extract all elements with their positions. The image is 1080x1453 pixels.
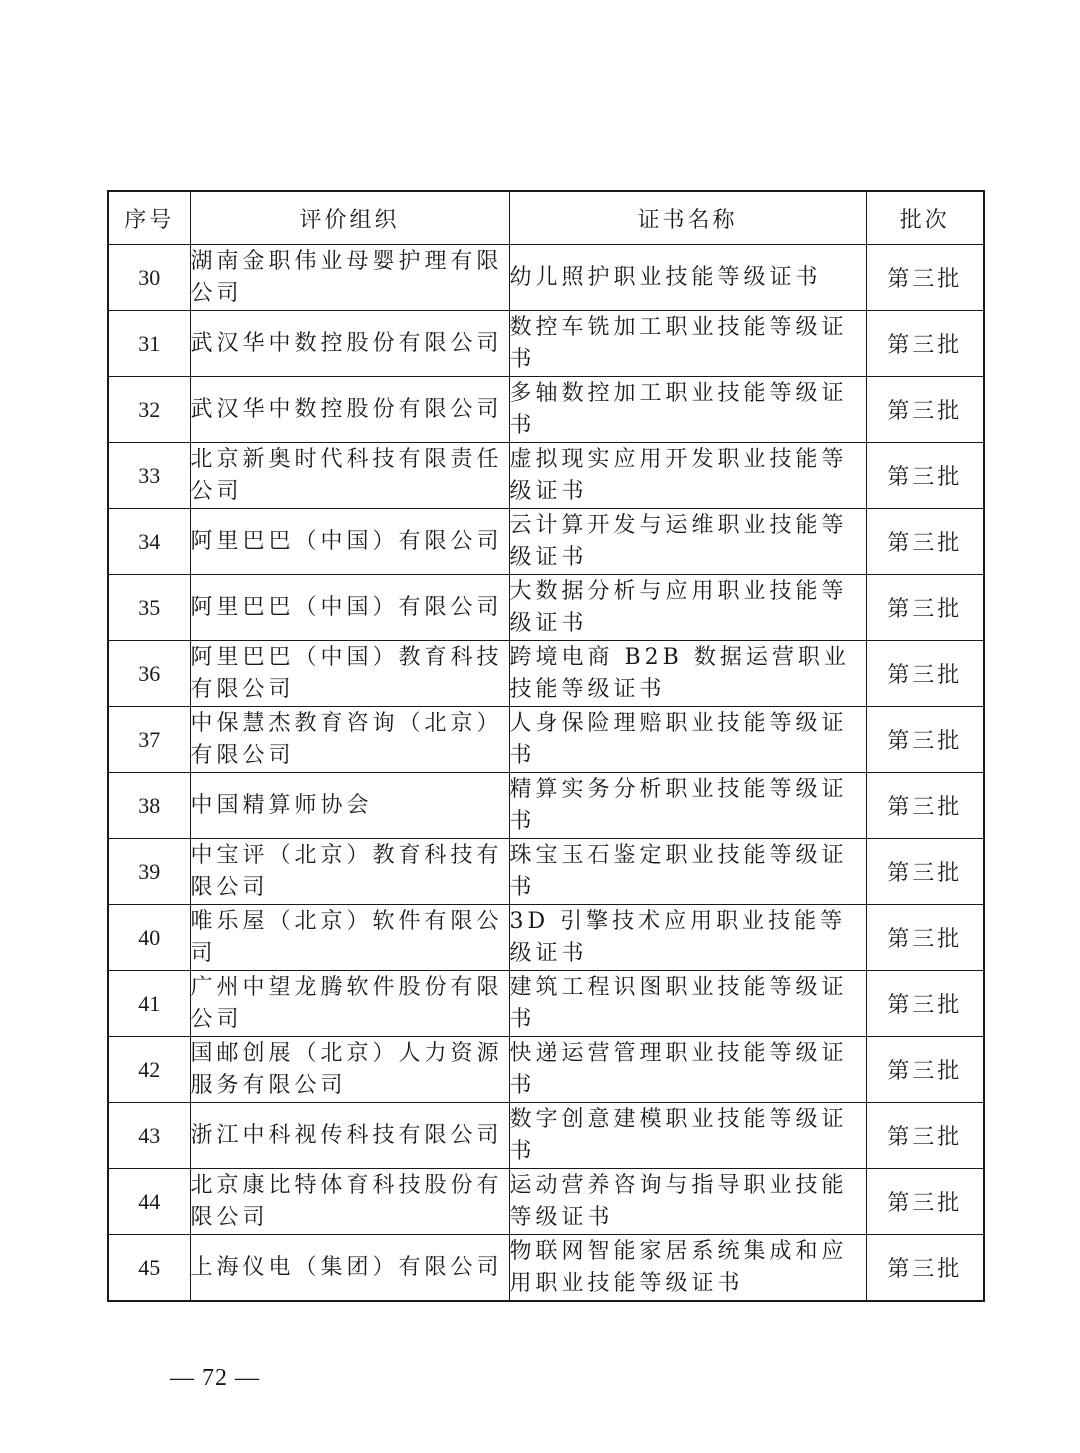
batch-cell: 第三批	[866, 773, 984, 839]
organization-cell: 广州中望龙腾软件股份有限公司	[190, 971, 509, 1037]
certificate-table	[107, 190, 985, 1302]
batch-cell: 第三批	[866, 839, 984, 905]
organization-cell: 上海仪电（集团）有限公司	[190, 1235, 509, 1302]
table-header-row	[108, 191, 984, 245]
table-row	[108, 905, 984, 971]
organization-cell: 阿里巴巴（中国）有限公司	[190, 575, 509, 641]
certificate-name-cell: 物联网智能家居系统集成和应用职业技能等级证书	[509, 1235, 866, 1302]
table-row	[108, 443, 984, 509]
organization-cell: 中保慧杰教育咨询（北京）有限公司	[190, 707, 509, 773]
batch-cell: 第三批	[866, 311, 984, 377]
batch-cell: 第三批	[866, 245, 984, 311]
serial-number-cell: 36	[108, 641, 190, 707]
certificate-name-cell: 跨境电商 B2B 数据运营职业技能等级证书	[509, 641, 866, 707]
header-batch: 批次	[866, 191, 984, 245]
serial-number-cell: 35	[108, 575, 190, 641]
certificate-name-cell: 虚拟现实应用开发职业技能等级证书	[509, 443, 866, 509]
certificate-name-cell: 数字创意建模职业技能等级证书	[509, 1103, 866, 1169]
serial-number-cell: 45	[108, 1235, 190, 1302]
serial-number-cell: 34	[108, 509, 190, 575]
serial-number-cell: 41	[108, 971, 190, 1037]
header-certificate-name: 证书名称	[509, 191, 866, 245]
table-body	[108, 245, 984, 1302]
batch-cell: 第三批	[866, 905, 984, 971]
table-row	[108, 575, 984, 641]
serial-number-cell: 40	[108, 905, 190, 971]
table-row	[108, 311, 984, 377]
table-row	[108, 377, 984, 443]
table-row	[108, 1037, 984, 1103]
serial-number-cell: 33	[108, 443, 190, 509]
certificate-name-cell: 数控车铣加工职业技能等级证书	[509, 311, 866, 377]
organization-cell: 阿里巴巴（中国）教育科技有限公司	[190, 641, 509, 707]
certificate-name-cell: 大数据分析与应用职业技能等级证书	[509, 575, 866, 641]
organization-cell: 阿里巴巴（中国）有限公司	[190, 509, 509, 575]
organization-cell: 武汉华中数控股份有限公司	[190, 377, 509, 443]
batch-cell: 第三批	[866, 575, 984, 641]
table-row	[108, 509, 984, 575]
header-evaluation-organization: 评价组织	[190, 191, 509, 245]
certificate-name-cell: 运动营养咨询与指导职业技能等级证书	[509, 1169, 866, 1235]
batch-cell: 第三批	[866, 1103, 984, 1169]
certificate-name-cell: 云计算开发与运维职业技能等级证书	[509, 509, 866, 575]
table-row	[108, 839, 984, 905]
batch-cell: 第三批	[866, 443, 984, 509]
serial-number-cell: 30	[108, 245, 190, 311]
batch-cell: 第三批	[866, 1169, 984, 1235]
organization-cell: 北京新奥时代科技有限责任公司	[190, 443, 509, 509]
table-row	[108, 971, 984, 1037]
batch-cell: 第三批	[866, 641, 984, 707]
serial-number-cell: 32	[108, 377, 190, 443]
serial-number-cell: 43	[108, 1103, 190, 1169]
serial-number-cell: 42	[108, 1037, 190, 1103]
table-row	[108, 773, 984, 839]
serial-number-cell: 37	[108, 707, 190, 773]
serial-number-cell: 39	[108, 839, 190, 905]
table-row	[108, 707, 984, 773]
organization-cell: 国邮创展（北京）人力资源服务有限公司	[190, 1037, 509, 1103]
organization-cell: 唯乐屋（北京）软件有限公司	[190, 905, 509, 971]
batch-cell: 第三批	[866, 509, 984, 575]
certificate-name-cell: 多轴数控加工职业技能等级证书	[509, 377, 866, 443]
header-serial-number: 序号	[108, 191, 190, 245]
table-row	[108, 245, 984, 311]
batch-cell: 第三批	[866, 1037, 984, 1103]
certificate-name-cell: 人身保险理赔职业技能等级证书	[509, 707, 866, 773]
serial-number-cell: 31	[108, 311, 190, 377]
organization-cell: 中国精算师协会	[190, 773, 509, 839]
organization-cell: 北京康比特体育科技股份有限公司	[190, 1169, 509, 1235]
certificate-name-cell: 精算实务分析职业技能等级证书	[509, 773, 866, 839]
organization-cell: 武汉华中数控股份有限公司	[190, 311, 509, 377]
serial-number-cell: 44	[108, 1169, 190, 1235]
table-row	[108, 641, 984, 707]
organization-cell: 中宝评（北京）教育科技有限公司	[190, 839, 509, 905]
batch-cell: 第三批	[866, 377, 984, 443]
batch-cell: 第三批	[866, 707, 984, 773]
organization-cell: 浙江中科视传科技有限公司	[190, 1103, 509, 1169]
table-row	[108, 1169, 984, 1235]
organization-cell: 湖南金职伟业母婴护理有限公司	[190, 245, 509, 311]
certificate-name-cell: 建筑工程识图职业技能等级证书	[509, 971, 866, 1037]
serial-number-cell: 38	[108, 773, 190, 839]
certificate-name-cell: 3D 引擎技术应用职业技能等级证书	[509, 905, 866, 971]
certificate-name-cell: 幼儿照护职业技能等级证书	[509, 245, 866, 311]
table-row	[108, 1103, 984, 1169]
certificate-name-cell: 快递运营管理职业技能等级证书	[509, 1037, 866, 1103]
batch-cell: 第三批	[866, 971, 984, 1037]
page-number: — 72 —	[170, 1365, 260, 1391]
batch-cell: 第三批	[866, 1235, 984, 1302]
table-row	[108, 1235, 984, 1302]
certificate-name-cell: 珠宝玉石鉴定职业技能等级证书	[509, 839, 866, 905]
